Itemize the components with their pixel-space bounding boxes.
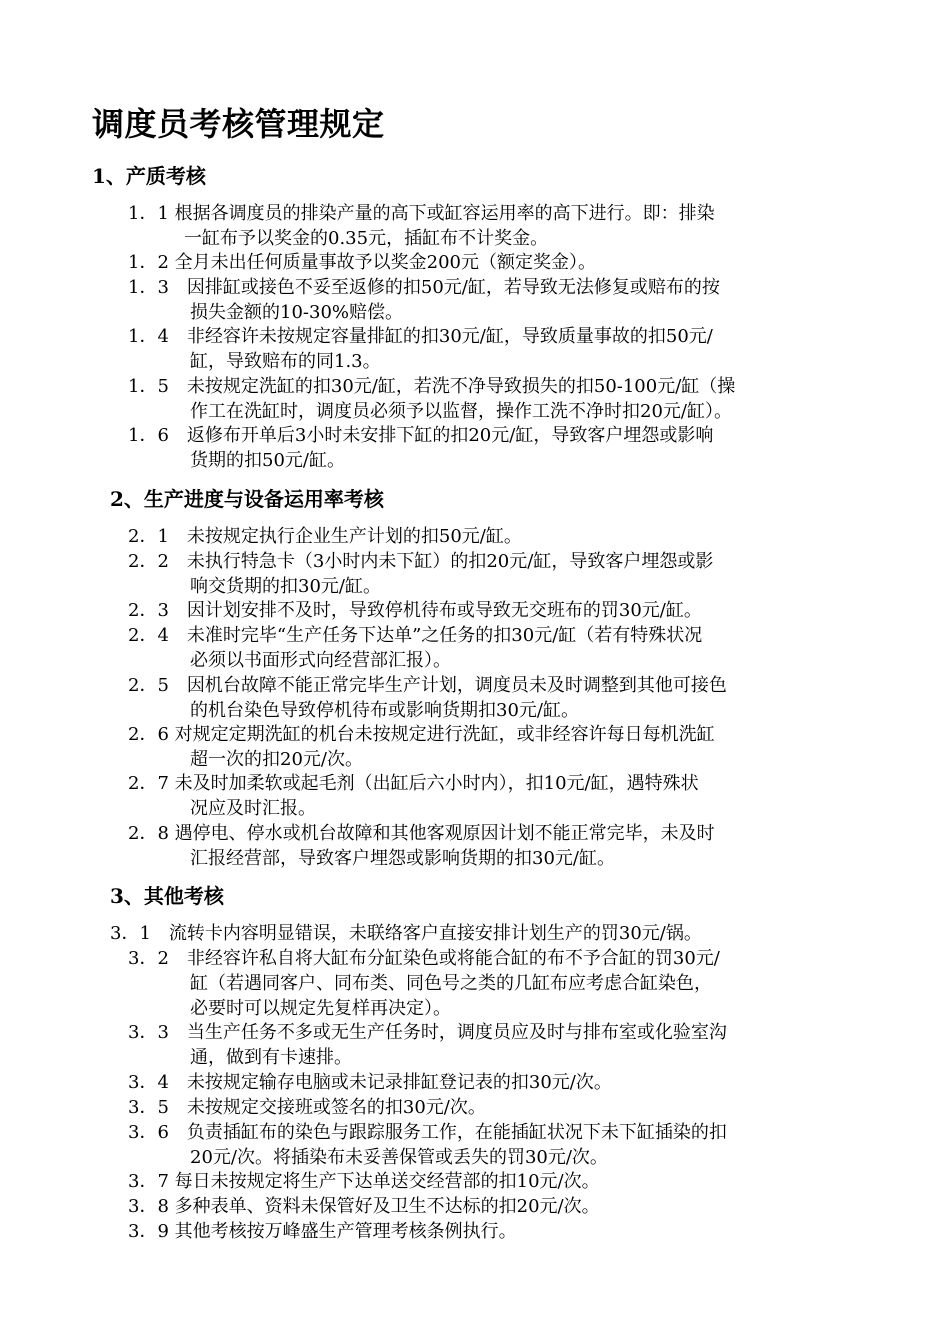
list-item-1-3: 1．3 因排缸或接色不妥至返修的扣50元/缸，若导致无法修复或赔布的按 损失金额的10-30%赔偿。 [128, 277, 720, 323]
list-item-3-9: 3．9 其他考核按万峰盛生产管理考核条例执行。 [128, 1221, 517, 1242]
list-item-2-4: 2．4 未准时完毕“生产任务下达单”之任务的扣30元/缸（若有特殊状况 必须以书面形式向经营部汇报）。 [128, 625, 703, 671]
section-heading-1: 1、产质考核 [92, 164, 206, 188]
list-item-2-8: 2．8 遇停电、停水或机台故障和其他客观原因计划不能正常完毕，未及时 汇报经营部，导致客户埋怨或影响货期的扣30元/缸。 [128, 823, 715, 869]
list-item-1-2: 1．2 全月未出任何质量事故予以奖金200元（额定奖金）。 [128, 252, 596, 273]
list-item-2-7: 2．7 未及时加柔软或起毛剂（出缸后六小时内），扣10元/缸，遇特殊状 况应及时汇报。 [128, 773, 699, 819]
section-heading-2: 2、生产进度与设备运用率考核 [110, 487, 384, 511]
section-heading-3: 3、其他考核 [110, 884, 224, 908]
list-item-3-7: 3．7 每日未按规定将生产下达单送交经营部的扣10元/次。 [128, 1171, 600, 1192]
document-title: 调度员考核管理规定 [92, 105, 385, 143]
list-item-1-5: 1．5 未按规定洗缸的扣30元/缸，若洗不净导致损失的扣50-100元/缸（操 作工在洗缸时，调度员必须予以监督，操作工洗不净时扣20元/缸）。 [128, 376, 736, 422]
list-item-2-2: 2．2 未执行特急卡（3小时内未下缸）的扣20元/缸，导致客户埋怨或影 响交货期的扣30元/缸。 [128, 551, 714, 597]
list-item-3-5: 3．5 未按规定交接班或签名的扣30元/次。 [128, 1097, 486, 1118]
list-item-3-2: 3．2 非经容许私自将大缸布分缸染色或将能合缸的布不予合缸的罚30元/ 缸（若遇同客户、同布类、同色号之类的几缸布应考虑合缸染色， 必要时可以规定先复样再决定）。 [128, 948, 720, 1019]
list-item-3-3: 3．3 当生产任务不多或无生产任务时，调度员应及时与排布室或化验室沟 通，做到有卡速排。 [128, 1022, 727, 1068]
list-item-1-1: 1．1 根据各调度员的排染产量的高下或缸容运用率的高下进行。即：排染 一缸布予以奖金的0.35元，插缸布不计奖金。 [128, 203, 715, 249]
list-item-1-4: 1．4 非经容许未按规定容量排缸的扣30元/缸，导致质量事故的扣50元/ 缸，导致赔布的同1.3。 [128, 326, 713, 372]
list-item-2-3: 2．3 因计划安排不及时，导致停机待布或导致无交班布的罚30元/缸。 [128, 600, 702, 621]
list-item-3-6: 3．6 负责插缸布的染色与跟踪服务工作，在能插缸状况下未下缸插染的扣 20元/次。将插染布未妥善保管或丢失的罚30元/次。 [128, 1122, 727, 1168]
list-item-2-6: 2．6 对规定定期洗缸的机台未按规定进行洗缸，或非经容许每日每机洗缸 超一次的扣20元/次。 [128, 724, 715, 770]
list-item-1-6: 1．6 返修布开单后3小时未安排下缸的扣20元/缸，导致客户埋怨或影响 货期的扣50元/缸。 [128, 425, 714, 471]
list-item-3-1: 3．1 流转卡内容明显错误，未联络客户直接安排计划生产的罚30元/锅。 [110, 923, 702, 944]
list-item-3-8: 3．8 多种表单、资料未保管好及卫生不达标的扣20元/次。 [128, 1196, 600, 1217]
list-item-2-5: 2．5 因机台故障不能正常完毕生产计划，调度员未及时调整到其他可接色 的机台染色导致停机待布或影响货期扣30元/缸。 [128, 675, 727, 721]
list-item-2-1: 2．1 未按规定执行企业生产计划的扣50元/缸。 [128, 526, 522, 547]
list-item-3-4: 3．4 未按规定输存电脑或未记录排缸登记表的扣30元/次。 [128, 1072, 612, 1093]
